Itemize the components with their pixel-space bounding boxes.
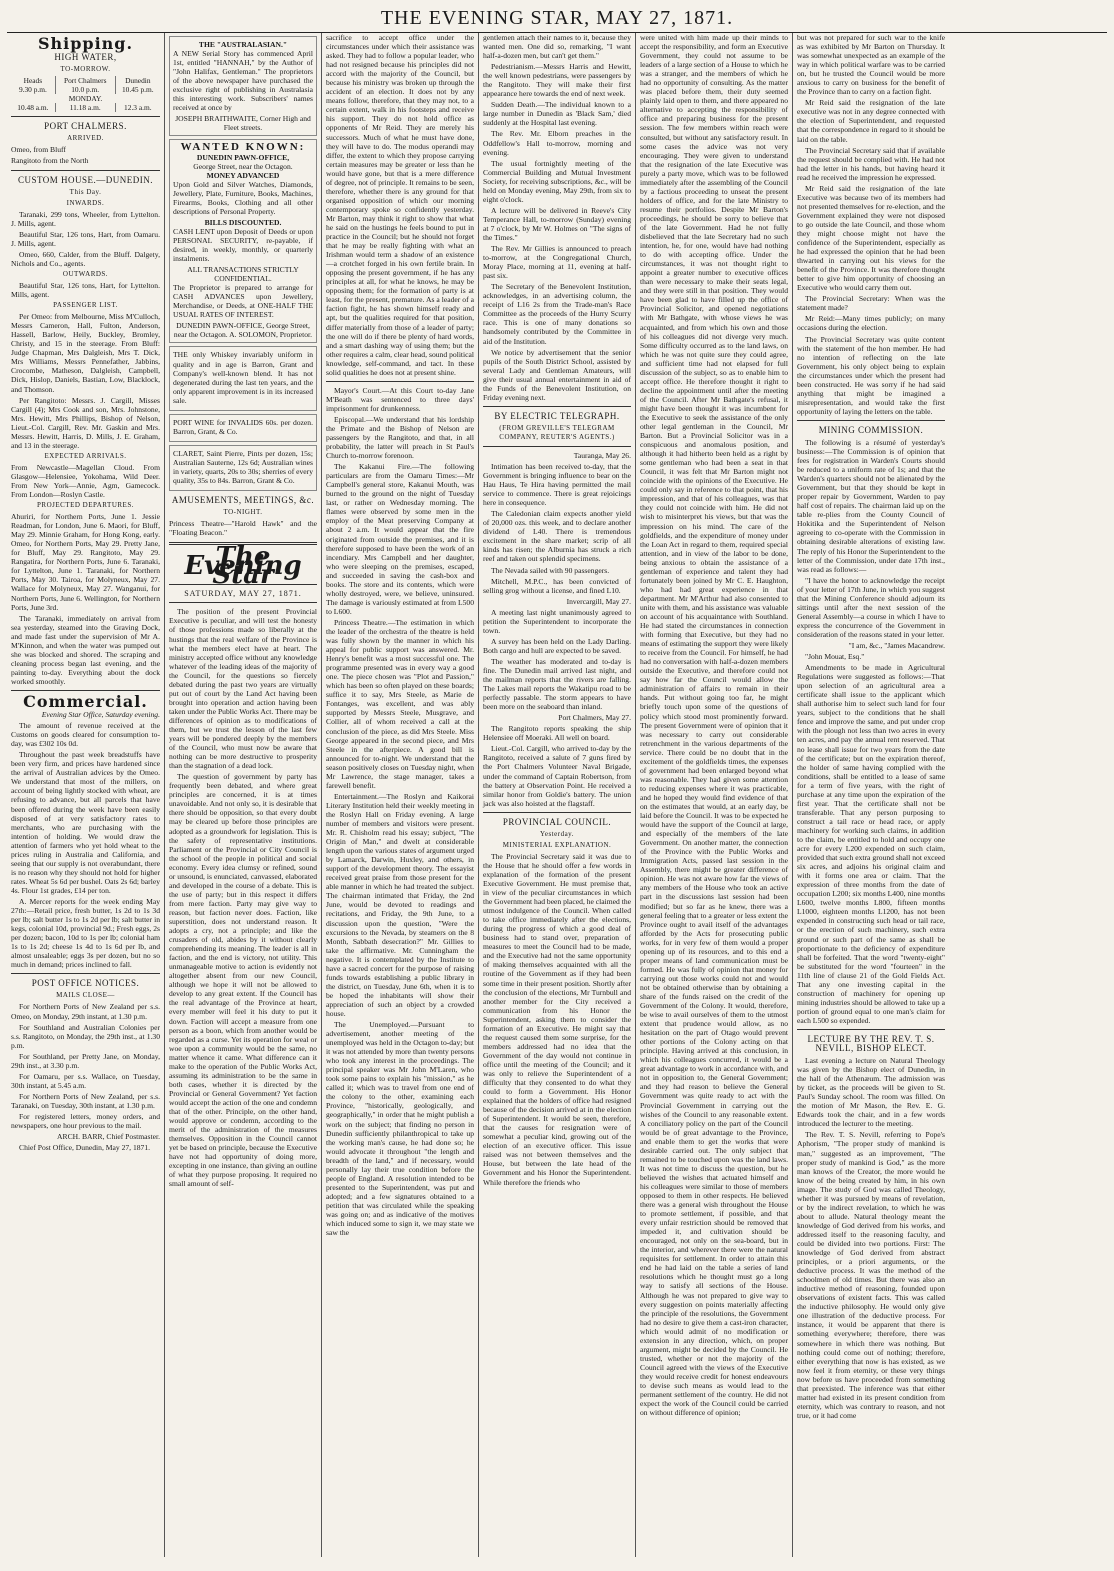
news-item: Pedestrianism.—Messrs Harris and Hewitt, the well known pedestrians, were passengers by the Rangitoto. They will make their first appearance here towards the end of next week. (483, 62, 631, 99)
ministerial-heading: MINISTERIAL EXPLANATION. (502, 840, 612, 849)
telegram: The Rangitoto reports speaking the ship Helensiee off Moeraki. All well on board. (483, 724, 631, 743)
breadstuffs-paragraph: Throughout the past week breadstuffs have been very firm, and prices have hardened since the arrival of Australian advices by the Omeo. We understand that most of the millers, on account of being lightly stocked with wheat, are refusing to advance, but all parcels that have been offered during the week have been easily disposed of at very satisfactory rates to merchants, who are purchasing with the intention of holding. We would draw the attention of farmers who yet hold wheat to the prices ruling in Australia and California, and seeing that our supply is not overabundant, there is no reason why they should not hold for higher rates. Wheat 5s 6d per bushel. Oats 2s 6d; barley 4s. Flour 1st grades, £14 per ton. (11, 750, 160, 895)
ad-body: PORT WINE for INVALIDS 60s. per dozen. Barron, Grant, & Co. (173, 417, 313, 436)
mail-notice: For Southland and Australian Colonies per s.s. Rangitoto, on Monday, the 29th inst., at 1.30 p.m. (11, 1022, 160, 1050)
ad-body: The Proprietor is prepared to arrange for CASH ADVANCES upon Jewellery, Merchandise, or Deeds, at ONE-HALF THE USUAL RATES OF INTEREST. (173, 283, 313, 320)
expected-arrivals-list: From Newcastle—Magellan Cloud. From Glasgow—Helensiee, Yokohama, Wild Deer. From New York—Annie, Agm, Gamecock. From London—Roslyn Castle. (11, 462, 160, 500)
money-advanced-label: MONEY ADVANCED (206, 170, 280, 180)
letter-signature: "I am, &c., "James Macandrew. (848, 641, 945, 650)
outwards-label: OUTWARDS. (62, 269, 109, 278)
monday-label: MONDAY. (68, 94, 103, 104)
column-3 (321, 33, 478, 1557)
confidential-label: ALL TRANSACTIONS STRICTLY CONFIDENTIAL. (187, 265, 299, 284)
ad-signature: JOSEPH BRAITHWAITE, Corner High and Fleet streets. (175, 114, 311, 133)
tide-header-row (11, 76, 160, 85)
council-report: The Provincial Secretary: When was the statement made? (797, 294, 945, 313)
tide-cell: 10.45 p.m. (115, 85, 160, 94)
outwards-entry: Beautiful Star, 126 tons, Hart, for Lyttelton. Mills, agent. (11, 280, 160, 300)
tide-row (11, 85, 160, 94)
tide-row (11, 103, 160, 112)
divider (326, 381, 474, 382)
ad-body: A NEW Serial Story has commenced April 1st, entitled "HANNAH," by the Author of "John Halifax, Gentleman." The proprietors of the above newspaper have purchased the exclusive right of publishing in Australasia this interesting work. Subscribers' names received at once by (173, 49, 313, 113)
tide-table (11, 76, 160, 112)
divider (11, 116, 160, 117)
tide-header: Port Chalmers (55, 76, 115, 85)
council-report: Mr Reid:—Many times publicly; on many occasions during the election. (797, 314, 945, 333)
news-item: The Kakanui Fire.—The following particulars are from the Oamaru Times:—Mr Campbell's general store, Kakanui Mouth, was burned to the ground on the night of Tuesday last, or rather on Wednesday morning. The flames were observed by some men in the employ of the Meat preserving Company at about 2 a.m. It would appear that the fire originated from outside the premises, and it is therefore supposed to have been the work of an incendiary. Mrs Campbell and her daughter, who were sleeping on the premises, escaped, and succeeded in saving the cash-box and books. The store and its contents, which were wholly destroyed, were, we believe, uninsured. The damage is variously estimated at from L500 to L600. (326, 462, 474, 616)
telegraph-source: (FROM GREVILLE'S TELEGRAM COMPANY, REUTER'S AGENTS.) (499, 423, 615, 441)
lecture-report: The Rev. T. S. Nevill, referring to Pope's Aphorism, "The proper study of mankind is man," suggested as an improvement, "The proper study of mankind is God," as the more man knows of the Creator, the more would he know of the being created by him, in his own image. The study of God was called Theology, whether it was pursued by means of revelation, or by the indirect revelation, to which he was about to allude. Natural theology meant the knowledge of God derived from his works, and addressed itself to the reasoning faculty, and could be divided into two portions. First: The knowledge of God derived from abstract principles, or a priori arguments, or the deductive process. It was the method of the schoolmen of old times. But there was also an inductive method of reasoning, founded upon observations of existent facts. This was called the inductive philosophy. He would only give one illustration of the deductive process. For instance, it would be apparent that there is something everywhere; therefore, there was somewhere in which there was nothing. But nothing could come out of nothing; therefore, either everything that now is has existed, as we now feel it from eternity, or these very things now before us have proceeded from something that preexisted. The inference was that either matter had existed in its present condition from eternity, which was contrary to reason, and not true, or it had come (797, 1130, 945, 1420)
this-day-label: This Day. (69, 187, 102, 196)
shipping-heading: Shipping. (37, 34, 134, 53)
mail-notice: For registered letters, money orders, and newspapers, one hour previous to the mail. (11, 1111, 160, 1131)
news-item: The Secretary of the Benevolent Institution, acknowledges, in an advertising column, the receipt of L16 2s from the Trade-man's Race Committee as the proceeds of the Hurry Scurry race. This is one of many donations so handsomely contributed by the Committee in aid of the Institution. (483, 282, 631, 346)
tide-cell: 12.3 a.m. (115, 103, 160, 112)
council-report: were united with him made up their minds to accept the responsibility, and form an Executive Government, they could not assume to be leaders of a large section of a House to which he was a stranger, and the members of which he had no opportunity of consulting. As the matter was placed before them, their duty seemed plainly laid open to them, and there appeared no alternative to accepting the responsibility of office and preparing business for the present session. The few members within reach were consulted, but without any satisfactory result. In some cases the advice was not very encouraging. They were given to understand that the resignation of the late Executive was purely a party move, which was to be followed immediately after the assembling of the Council by a factious proceeding to unseat the present holders of office, and for the late Ministry to resume their portfolios. Despite Mr Barton's proceedings, he should be sorry to believe that of the late Government. Had he not fully disbelieved that the late Secretary had no such intention, he, for one, would have had nothing to do with accepting office. Under the circumstances, it was not thought right to appoint a greater number to executive offices than were necessary to make their seats legal, and they were still in that position. They would have been glad to have filled up the office of Provincial Solicitor, and opened negotiations with Mr Bathgate, with whose views he was acquainted, and from which his own and those of his colleagues did not diverge very much. Some difficulty occurred as to the land laws, on which he was not quite sure they could agree, and sufficient time had not elapsed for full discussion of the subject, so as to enable him to accept office. He therefore thought it right to decline the appointment until after the meeting of the Council. After Mr Bathgate's refusal, it might have been thought it was incumbent for the Executive to seek the assistance of the only other legal gentleman in the Council, Mr Barton. But a Provincial Solicitor was in a conspicuous and anomalous position, and although it had hitherto been held as a right by some gentleman who had been a seat in that Council, it was felt that Mr Barton might not coincide with the opinions of the Executive. He could only say in reference to that point, that his impression, and that of his colleagues, was that they could not coincide with him. He did not wish to misinterpret his views, but that was the impression on his mind. The care of the goldfields, and the expenditure of money under the Loan Act in regard to them, required special attention, and in view of the labor to be done, being anxious to obtain the assistance of a gentleman of experience and talent they had fortunately been joined by Mr C. E. Haughton, who had had great experience in that department. Mr M'Arthur had also consented to unite with them, and his assistance was valuable on account of his acquaintance with Southland. He had stated the circumstances in connection with forming that Executive, but they had no means of estimating the support they were likely to receive from the Council. For himself, he had had no conversation with half-a-dozen members outside the Executive, and therefore could not say how far the Council would allow the administration of affairs to remain in their hands. Put without going too far, he might briefly touch upon some of the questions of policy which stood most prominently forward. The present Government were of opinion that it was necessary to carry out considerable retrenchment in the various departments of the service. There could be no doubt that in the excitement of the goldfields times, the expenses of government had been enlarged beyond what was reasonable. They had given some attention to reducing expenses where it was practicable, and he hoped they would find evidence of that on the estimates that would, at an early day, be laid before the Council. It was to be expected he would have the support of the Council at large, and especially of the members of the late Government. On another matter, the connection of the Province with the Public Works and Immigration Acts, passed last session in the Assembly, there might be greater difference of opinion. He was not aware how far the views of any members of the House who took an active part in the discussions last session had been modified; but so far as he knew, there was a general feeling that to a greater or less extent the Province ought to avail itself of the advantages afforded by the Acts for prosecuting public works, for in very few of them would a proper opening up of its resources, and to this end a proper means of land communication must be formed. He was fully of opinion that money for carrying out those works could not and would not be obtained otherwise than by obtaining a share of the funds raised on the credit of the Government of the Colony. It would, therefore, be wise to avail ourselves of them to the utmost extent that prudence would allow, as no hesitation on the part of Otago would prevent other portions of the Colony acting on that principle. Having arrived at this conclusion, in which his colleagues concurred, it would be a great advantage to work in accordance with, and not in opposition to, the General Government; and they had reason to believe the General Government was quite ready to act with the Provincial Government in carrying out the wishes of the Council to any reasonable extent. A conciliatory policy on the part of the Council would be of great advantage to the Province, and enable them to get the works that were desirable carried out. The only subject that remained to be touched upon was the land laws. It was not time to discuss the question, but he believed the wishes that actuated himself and his colleagues were similar to those of members opposed to them in other respects. He believed there was a general wish throughout the House to promote settlement, if possible, and that every unfair restriction should be removed that impeded it, and cultivation should be encouraged, not only on the sea-board, but in the interior, and wherever there were the natural requisites for settlement. In order to attain this end he had laid on the table a series of land resolutions which he thought must go a long way to satisfy all sections of the House. Although he was not prepared to give way to every suggestion on points materially affecting the principle of the resolutions, the Government had no desire to give them a cast-iron character, which would admit of no modification or extension in any direction, which, on proper argument, might be decided by the Council. He trusted, whether or not the majority of the Council agreed with the views of the Executive they would receive credit for honest endeavours to devise such means as would lead to the permanent settlement of the country. He did not expect the work of the Council could be carried on without difference of opinion; (640, 33, 788, 1418)
telegram: Intimation has been received to-day, that the Government is bringing influence to bear on the Hau Haus, Te Hira having permitted the mail service to commence. There is great rejoicings here in consequence. (483, 462, 631, 508)
column-6 (792, 33, 949, 1557)
passenger-entry: Per Rangitoto: Messrs. J. Cargill, Misses Cargill (4); Mrs Cook and son, Mrs. Johnstone, Mrs. Hewitt, Mrs Phillips, Bishop of Nelson, Lieut.-Col. Cargill, Rev. Mr. Gaskin and Mrs. Messrs. Hewitt, Harris, D. Mills, J. E. Graham, and 13 in the steerage. (11, 395, 160, 450)
leader-paragraph: The question of government by party has frequently been debated, and where great principles are concerned, it is at times unavoidable. And not only so, it is desirable that there should be opposition, so that every doubt may be cleared up before those principles are adopted as a groundwork for legislation. This is the safety of representative institutions. Parliament or the Provincial or City Council is the school of the people in political and social economy. Every idea clumsy or refined, sound or unsound, is enunciated, canvassed, elaborated and developed in the course of a debate. This is the use of party; but in this respect it differs from mere faction. Party may give way to reason, but faction never does. Faction, like superstition, does not understand reason. It adopts a cry, not a principle; and like the crusaders of old, abides by it without clearly comprehending its meaning. The leader is all in faction, and the end is victory, not utility. This unmanageable motive to action is evidently not altogether absent from our new Council, although we hope it will not be allowed to develop to any great extent. If the Council has the real advantage of the Province at heart, every member will feel it his duty to put it down. Faction will accept a measure from one person as a boon, which from another would be regarded as a curse. Yet its operation for weal or woe upon a community would be the same, no matter whence it came. What difference can it make to the operation of the Public Works Act, assuming its administration to be the same in both cases, whether it is directed by the Provincial or General Government? Yet faction would accept the action of the one and condemn that of the other. Principle, on the other hand, would approve or condemn, according to the merit of the administration of the measures themselves. Opposition in the Council cannot yet be based on principle, because the Executive have not had opportunity of doing more, excepting in one instance, than giving an outline of what they purpose proposing. It required no small amount of self- (169, 772, 317, 1189)
mail-notice: For Oamaru, per s.s. Wallace, on Tuesday, 30th instant, at 5.45 a.m. (11, 1071, 160, 1090)
mail-notice: For Southland, per Pretty Jane, on Monday, 29th inst., at 3.30 p.m. (11, 1051, 160, 1070)
arrival-entry: Rangitoto from the North (11, 156, 89, 166)
projected-departures-label: PROJECTED DEPARTURES. (37, 501, 134, 510)
expected-arrivals-label: EXPECTED ARRIVALS. (44, 451, 127, 460)
high-water-heading: HIGH WATER, (54, 52, 117, 63)
inwards-entry: Beautiful Star, 126 tons, Hart, from Oamaru. J. Mills, agent. (11, 229, 160, 248)
port-heading: PORT CHALMERS. (44, 121, 127, 132)
passenger-list-label: PASSENGER LIST. (53, 301, 118, 310)
divider (483, 406, 631, 407)
amusement-entry: Princess Theatre—"Harold Hawk" and the "Floating Beacon." (169, 519, 317, 538)
ad-title: THE "AUSTRALASIAN." (198, 40, 288, 49)
customs-heading: CUSTOM HOUSE.—DUNEDIN. (17, 174, 154, 185)
ad-body: Upon Gold and Silver Watches, Diamonds, Jewellery, Plate, Furniture, Books, Machines, Firearms, Books, Clothing and all other descriptions of Personal Property. (173, 179, 313, 216)
mails-close-label: MAILS CLOSE— (56, 991, 115, 1000)
issue-date: SATURDAY, MAY 27, 1871. (184, 589, 302, 599)
mail-notice: For Northern Ports of New Zealand per s.s. Omeo, on Monday, 29th instant, at 1.30 p.m. (11, 1002, 160, 1021)
post-office-heading: POST OFFICE NOTICES. (31, 978, 140, 989)
news-item: We notice by advertisement that the senior pupils of the South District School, assisted by several Lady and Gentleman Amateurs, will give their usual annual entertainment in aid of the Funds of the Benevolent Institution, on Friday evening next. (483, 347, 631, 402)
news-item: Mayor's Court.—At this Court to-day Jane M'Beath was sentenced to three days' imprisonment for drunkenness. (326, 385, 474, 413)
pawn-office-name: DUNEDIN PAWN-OFFICE, (196, 152, 290, 162)
lecture-heading: LECTURE BY THE REV. T. S. NEVILL, BISHOP ELECT. (807, 1033, 935, 1054)
telegram: The Nevada sailed with 90 passengers. (491, 565, 610, 575)
divider (11, 170, 160, 171)
leader-paragraph: sacrifice to accept office under the circumstances under which their assistance was asked. They had to follow a popular leader, who had not resigned because his principles did not accord with the majority of the Council, but because his ministry was broken up through the accident of an election. It does not by any means follow, therefore, that they may not, to a certain extent, walk in his footsteps and receive his support. They do not hold office as opponents of Mr Reid. They are merely his successors. Much of what he must have done, they will have to do. The modus operandi may differ, the extent to which they propose carrying certain measures may be greater or less than he would have gone, but that is a mere difference of degree, not of principle. It remains to be seen, therefore, whether there is any ground for that organised opposition of which our morning contemporary spoke so confidently yesterday. Mr Barton, may think it right to show that what he said on the hustings he feels bound to put in practice in the Council; but he should not forget that he may be really fighting with what an Irishman would term a shadow of an existence—a crotchet forged in his own fertile brain. In opposing the present government, if he has any principles at all, for what he knows, he may be opposing them; for the formation of party is at least, for the present, premature. As a leader of a faction fight, he has shown himself ready and apt, but the qualities required for that position, differ materially from those of a leader of party; the one will do if there be plenty of hard words, and a smart dashing way of using them; but the other requires a calm, clear head, sound political knowledge, self-command, and tact. In these solid qualities he does not at present shine. (326, 33, 474, 377)
passenger-entry: Per Omeo: from Melbourne, Miss M'Culloch, Messrs Cameron, Hall, Fulton, Anderson, Hassell, Barlow, Heily, Buckley, Bromley, Christy, and 15 in the steerage. From Bluff: Judge Chapman, Mrs Dalgleish, Mrs T. Dick, Mrs Williams, Messrs Pennefather, Jabbins, Crocombe, Matheson, Dalgleish, Campbell, Dick, Hislop, Daniels, Bastian, Low, Blacklock, and Thomson. (11, 312, 160, 394)
pawn-office-address: George Street, near the Octagon. (193, 161, 293, 171)
tide-cell: 11.18 a.m. (55, 103, 115, 112)
newspaper-nameplate: The Evening Star (184, 542, 302, 591)
mining-report: The following is a résumé of yesterday's business:—The Commission is of opinion that fees for registration in Warden's Courts should be reduced to a uniform rate of 1s; and that the Warden's quarters should not be alienated by the Government, but that they should be kept in proper repair by Government, Warden to pay half cost of repairs. The chairman laid up on the table re-plies from the County Council of Hokitika and the Superintendent of Nelson agreeing to co-operate with the Commission in obtaining desirable alterations of existing law. The reply of his Honor the Superintendent to the letter of the Commission, under date 17th inst., was read as follows:— (797, 437, 945, 574)
tide-header: Dunedin (115, 76, 160, 85)
bills-discounted-label: BILLS DISCOUNTED. (204, 217, 282, 227)
council-report: The Provincial Secretary was quite content with the statement of the hon member. He had no intention of reflecting on the late Government, his only object being to explain the circumstances under which the present had been constructed. He was sorry if he had said anything that might be imagined a misrepresentation, and would take the first opportunity of laying the letters on the table. (797, 334, 945, 416)
divider (169, 602, 317, 603)
market-report-paragraph: A. Mercer reports for the week ending May 27th:—Retail price, fresh butter, 1s 2d to 1s 3d per lb; salt butter 1s to 1s 2d per lb; salt butter in kegs, colonial 10d, provincial 9d.; Fresh eggs, 2s per dozen; bacon, 10d to 1s per lb; colonial ham 1s to 1s 2d; cheese 1s 4d to 1s 6d per lb, and almost unsaleable; eggs 3s per dozen, but no so much in demand; prices inclined to fall. (11, 896, 160, 970)
council-report: The Provincial Secretary said it was due to the House that he should offer a few words in explanation of the formation of the present Executive Government. He must premise that, in view of the peculiar circumstances in which the Government had been placed, he claimed the utmost indulgence of the Council. When called to take office immediately after the elections, during the progress of which a good deal of business had to stand over, preparation of measures to meet the Council had to be made, and the Executive had not the same opportunity of making themselves acquainted with all the routine of the Government as if they had been some time in their present position. Shortly after the conclusion of the elections, Mr Turnbull and another member for the City received a communication from his Honor the Superintendent, asking them to consider the formation of an Executive. He might say that the request caused them some surprise, for the members addressed had no idea that the Government of the day would not continue in office until the meeting of the Council; and it was only to relieve the Superintendent of a difficulty that they consented to do what they could to form a Government. His Honor explained that the holders of office had resigned because of the decision arrived at in the election of Superintendent. It would be seen, therefore, that the causes for resignation were of somewhat a peculiar kind, growing out of the election of an executive officer. This issue raised was not between themselves and the House, but between the late head of the Government and his Honor the Superintendent. While therefore the friends who (483, 851, 632, 1187)
telegram: The weather has moderated and to-day is fine. The Dunedin mail arrived last night, and the mailman reports that the rivers are falling. The Lakes mail reports the Wakatipu road to be perfectly passable. The storm appears to have been more on the seaboard than inland. (483, 656, 631, 712)
arrival-entry: Omeo, from Bluff (11, 145, 66, 155)
yesterday-label: Yesterday. (540, 829, 574, 838)
news-item: The Unemployed.—Pursuant to advertisement, another meeting of the unemployed was held in the Octagon to-day; but it was not attended by more than twenty persons who took any interest in the proceedings. The principal speaker was Mr John M'Laren, who took some pains to explain his "mission," as he called it; which was to travel from one end of the colony to the other, examining each Province, "historically, geologically, and geographically," in order that he might publish a work on the subject; that finding no person in Dunedin sufficiently philanthropical to take up the working man's cause, he had done so; he would advocate it throughout "the length and breadth of the land," and if necessary, would personally lay their true condition before the people of England. A resolution intended to be presented to the Superintendent, was put and adopted; and a few signatures obtained to a petition that was circulated while the speaking was going on; and as indicative of the motives which induced some to sign it, we may state we saw the (326, 1020, 474, 1238)
tide-header: Heads (23, 76, 43, 86)
columns (7, 33, 1107, 1557)
news-item: Sudden Death.—The individual known to a large number in Dunedin as 'Black Sam,' died suddenly at the Hospital last evening. (483, 100, 631, 128)
mining-report: Amendments to be made in Agricultural Regulations were suggested as follows:—That upon selection of an agricultural area a certificate shall issue to the applicant which shall authorise him to select such land for four years, subject to the conditions that he shall fence and improve the same, and put under crop with the plough not less than two acres in every ten acres, and pay the annual rent reserved. That no lease shall issue for two years from the date of the certificate; but on the expiration thereof, the holder of same having complied with the conditions, shall be entitled to a lease of same for a term of five years, with the right of purchase at any time upon the expiration of the first year. That the certificate shall not be transferable. That any person purposing to construct a tail race or head race, or apply machinery for working such claims, in addition to the claim, be entitled to hold and occupy one acre for every L200 expended on such claim, provided that such extra ground shall not exceed six acres, and adjoins his original claim and with it forms one area or claim. That the expression of three months from the date of occupation L200; six months L400, nine months L600, twelve months L800, fifteen months L1000, eighteen months L1200, has not been expended in constructing such head or tail race, or the erection of such machinery, such extra ground or such part of the same as shall be proportionate to the deficiency of expenditure shall be forfeited. That the word "twenty-eight" be substituted for the word "fourteen" in the 11th line of clause 21 of the Gold Fields Act. That any one investing capital in the construction of machinery for opening up mining industries should be allowed to take up a portion of ground equal to one man's claim for each L500 so expended. (797, 663, 945, 1025)
projected-departures-list: Ahuriri, for Northern Ports, June 1. Jessie Readman, for London, June 6. Maori, for Bluff, May 29. Minnie Graham, for Hong Kong, early. Omeo, for Northern Ports, May 29. Pretty Jane, for Bluff, May 29. Rangitoto, May 29. Rangatira, for Northern Ports, June 6. Taranaki, for Lyttelton, June 1. Taranaki, for Northern Ports, May 30. Tairoa, for Molyneux, May 27. Wallace for Molyneux, May 27. Wanganui, for Northern Ports, June 6. Wellington, for Northern Ports, June 3rd. (11, 512, 160, 612)
tide-cell: 10.0 p.m. (55, 85, 115, 94)
inwards-label: INWARDS. (66, 198, 105, 207)
dateline: Port Chalmers, May 27. (558, 713, 631, 723)
amusements-heading: AMUSEMENTS, MEETINGS, &c. (171, 495, 315, 506)
tide-cell: 10.48 a.m. (17, 103, 49, 113)
provincial-council-heading: PROVINCIAL COUNCIL. (502, 816, 612, 827)
lecture-report: Last evening a lecture on Natural Theology was given by the Bishop elect of Dunedin, in the hall of the Athenæum. The admission was by ticket, as the proceeds will be given to St. Paul's Sunday school. The room was filled. On the motion of Mr Mason, the Rev. E. G. Edwards took the chair, and in a few words introduced the lecturer to the meeting. (797, 1056, 945, 1129)
claret-ad (169, 445, 317, 491)
inwards-entry: Omeo, 660, Calder, from the Bluff. Dalgety, Nichols and Co., agents. (11, 249, 160, 268)
inwards-entry: Taranaki, 299 tons, Wheeler, from Lyttelton. J. Mills, agent. (11, 209, 160, 228)
news-item: The usual fortnightly meeting of the Commercial Building and Mutual Investment Society, for receiving subscriptions, &c., will be held on Monday evening, May 29th, from six to eight o'clock. (483, 158, 631, 204)
column-4 (478, 33, 635, 1557)
news-item: Episcopal.—We understand that his lordship the Primate and the Bishop of Nelson are passengers by the Rangitoto, and that, in all probability, the latter will preach in St Paul's Church to-morrow forenoon. (326, 414, 474, 461)
mail-notice: For Northern Ports of New Zealand, per s.s. Taranaki, on Tuesday, 30th instant, at 1.30 p.m. (11, 1091, 160, 1110)
postmaster-signature: ARCH. BARR, Chief Postmaster. (57, 1132, 160, 1142)
whiskey-ad (169, 346, 317, 410)
newspaper-page (7, 6, 1107, 1559)
news-item: gentlemen attach their names to it, because they wanted men. One did so, remarking, "I want half-a-dozen men, but can't get them." (483, 33, 631, 61)
divider (483, 812, 631, 813)
council-report: The Provincial Secretary said that if available the request should be complied with. He had not had the letter in his hands, but having heard it read he received the impression he expressed. (797, 145, 945, 182)
tonight-label: TO-NIGHT. (223, 508, 263, 517)
pawn-office-ad (169, 139, 317, 343)
telegram: Lieut.-Col. Cargill, who arrived to-day by the Rangitoto, received a salute of 7 guns fired by the Port Chalmers Volunteer Naval Brigade, under the command of Captain Robertson, from the battery at Observation Point. He received a similar honor from Goldie's battery. The union jack was also hoisted at the flagstaff. (483, 744, 631, 808)
dateline: Tauranga, May 26. (573, 450, 631, 460)
news-item: Entertainment.—The Roslyn and Kaikorai Literary Institution held their weekly meeting in the Roslyn Hall on Friday evening. A large number of members and visitors were present. Mr. R. Chisholm read his essay; subject, "The Origin of Man," and dwelt at considerable length upon the various states of argument urged by Lamarck, Darwin, Huxley, and others, in support of the development theory. The essayist received great praise from those present for the able manner in which he had treated the subject. The chairman intimated that Friday, the 2nd June, would be devoted to readings and recitations, and Friday, the 9th June, to a discussion upon the question, "Were the excursions to the Nevada, by steamers on the 8 Month, Sabbath desecration?" Mr. Gillies to take the affirmative. Mr. Cunningham the negative. It is contemplated by the Institute to have a sacred concert for the purpose of raising funds towards establishing a public library in the district, on Tuesday, June 6th, when it is to be hoped the inhabitants will show their appreciation of such an object by a crowded house. (326, 791, 474, 1018)
port-wine-ad (169, 414, 317, 442)
column-1 (7, 33, 164, 1557)
divider (797, 420, 945, 421)
divider (11, 973, 160, 974)
tide-cell: 9.30 p.m. (18, 85, 47, 95)
dateline: Invercargill, May 27. (566, 596, 631, 606)
commercial-dateline: Evening Star Office, Saturday evening. (41, 710, 160, 720)
ad-body: THE only Whiskey invariably uniform in quality and in age is Barron, Grant and Company's well-known blend. It has not degenerated during the last ten years, and the only apparent improvement is in its increased sale. (173, 350, 313, 405)
leader-paragraph: The position of the present Provincial Executive is peculiar, and will test the honesty of those professions made so liberally at the hustings that the real welfare of the Province is what the members elect have at heart. The ministry accepted office without any knowledge whatever of the leading ideas of the majority of the Council, for the questions so fiercely debated during the past two years are virtually put out of court by the Land Act having been brought into operation and action having been taken under the Public Works Act. There may be differences of opinion as to modifications of them, but we trust the lesson of the last few years will be pondered deeply by the members of the Council, who must now be aware that nothing can be more destructive to prosperity than the stagnation of a dead lock. (169, 607, 317, 771)
taranaki-paragraph: The Taranaki, immediately on arrival from sea yesterday, steamed into the Graving Dock, and made fast under the supervision of Mr A. M'Kinnon, and when the water was pumped out she was blocked and shored. The scraping and cleaning process began last evening, and the painting to-day. Everything about the dock worked smoothly. (11, 613, 160, 686)
news-item: The Rev. Mr Gillies is announced to preach to-morrow, at the Congregational Church, Moray Place, morning at 11, evening at half-past six. (483, 244, 631, 281)
column-5 (635, 33, 792, 1557)
divider (11, 690, 160, 691)
column-2 (164, 33, 321, 1557)
news-item: A lecture will be delivered in Reeve's City Temperance Hall, to-morrow (Sunday) evening at 7 o'clock, by Mr W. Holmes on "The signs of the Times." (483, 205, 631, 242)
divider (797, 1029, 945, 1030)
ad-body: CLARET, Saint Pierre, Pints per dozen, 15s; Australian Sauterne, 12s 6d; Australian wines in variety, quarts, 20s to 30s; sherries of every quality, 35s to 84s. Barron, Grant & Co. (173, 448, 313, 485)
council-report: but was not prepared for such war to the knife as was exhibited by Mr Barton on Thursday. It was somewhat unexpected as an example of the way in which political warfare was to be carried on, but he trusted the Council would be more anxious to carry on business for the benefit of the Province than to carry on a faction fight. (797, 33, 945, 97)
divider (483, 446, 631, 447)
council-report: Mr Reid said the resignation of the late executive was not in any degree connected with the election of Superintendent, and requested that the correspondence in regard to it should be laid on the table. (797, 98, 945, 144)
ad-body: CASH LENT upon Deposit of Deeds or upon PERSONAL SECURITY, re-payable, if desired, in weekly, monthly, or quarterly instalments. (173, 226, 313, 264)
tomorrow-label: TO-MORROW. (60, 65, 111, 74)
council-report: Mr Reid said the resignation of the late Executive was because two of its members had not presented themselves for re-election, and the Government explained they were not disposed to go outside the late Council, and those whom they might choose might not have the confidence of the Superintendent, especially as he had expressed the opinion that he had been thwarted in carrying out his views for the benefit of the Province. It was therefore thought better to give him opportunity of choosing an Executive who would carry them out. (797, 183, 945, 293)
ad-signature: DUNEDIN PAWN-OFFICE, George Street, near the Octagon. A. SOLOMON, Proprietor. (173, 321, 313, 340)
telegram: The Caledonian claim expects another yield of 20,000 ozs. this week, and to declare another dividend of L40. There is tremendous excitement in the share market; scrip of all kinds has risen; the Alburnia has struck a rich reef and taken out splendid specimens. (483, 509, 631, 564)
wanted-known-title: WANTED KNOWN: (180, 141, 306, 154)
mining-letter: "I have the honor to acknowledge the receipt of your letter of 17th June, in which you suggest that the Mining Conference should adjourn its sittings until after the next session of the General Assembly—a course in which I have to express the concurrence of the Government in consideration of the reasons stated in your letter. (797, 575, 945, 639)
mining-commission-heading: MINING COMMISSION. (818, 424, 924, 435)
masthead: THE EVENING STAR, MAY 27, 1871. (380, 7, 734, 29)
post-office-footer: Chief Post Office, Dunedin, May 27, 1871. (19, 1143, 151, 1153)
telegram: A survey has been held on the Lady Darling. Both cargo and hull are expected to be saved. (483, 636, 631, 655)
telegram: Mitchell, M.P.C., has been convicted of selling grog without a license, and fined L10. (483, 576, 631, 595)
tide-day-row (11, 94, 160, 103)
news-item: The Rev. Mr. Elborn preaches in the Oddfellow's Hall to-morrow, morning and evening. (483, 129, 631, 157)
commercial-heading: Commercial. (23, 692, 148, 711)
letter-addressee: "John Mouat, Esq." (805, 652, 865, 662)
telegraph-heading: BY ELECTRIC TELEGRAPH. (494, 410, 620, 421)
revenue-paragraph: The amount of revenue received at the Customs on goods cleared for consumption to-day, was £302 10s 0d. (11, 721, 160, 749)
australasian-ad (169, 36, 317, 136)
telegram: A meeting last night unanimously agreed to petition the Superintendent to incorporate the town. (483, 607, 631, 635)
news-item: Princess Theatre.—The estimation in which the leader of the orchestra of the theatre is held was fully shown by the manner in which his appeal for public support was answered. Mr. Henry's benefit was a most successful one. The programme presented was in every way a good one. The piece chosen was "Plot and Passion," which has been so often played on these boards; suffice it to say, Mrs Steele, as Marie de Fontanges, was excellent, and was ably supported by Messrs Steele, Musgrave, and Collier, all of whom received a call at the conclusion of the piece, as did Mrs Steele. Miss George appeared in the second piece, and Mrs Steele in the afterpiece. A good bill is announced for to-night. We understand that the season positively closes on Tuesday night, when Mr Lawrence, the stage manager, takes a farewell benefit. (326, 617, 474, 790)
arrived-label: ARRIVED. (67, 134, 104, 143)
